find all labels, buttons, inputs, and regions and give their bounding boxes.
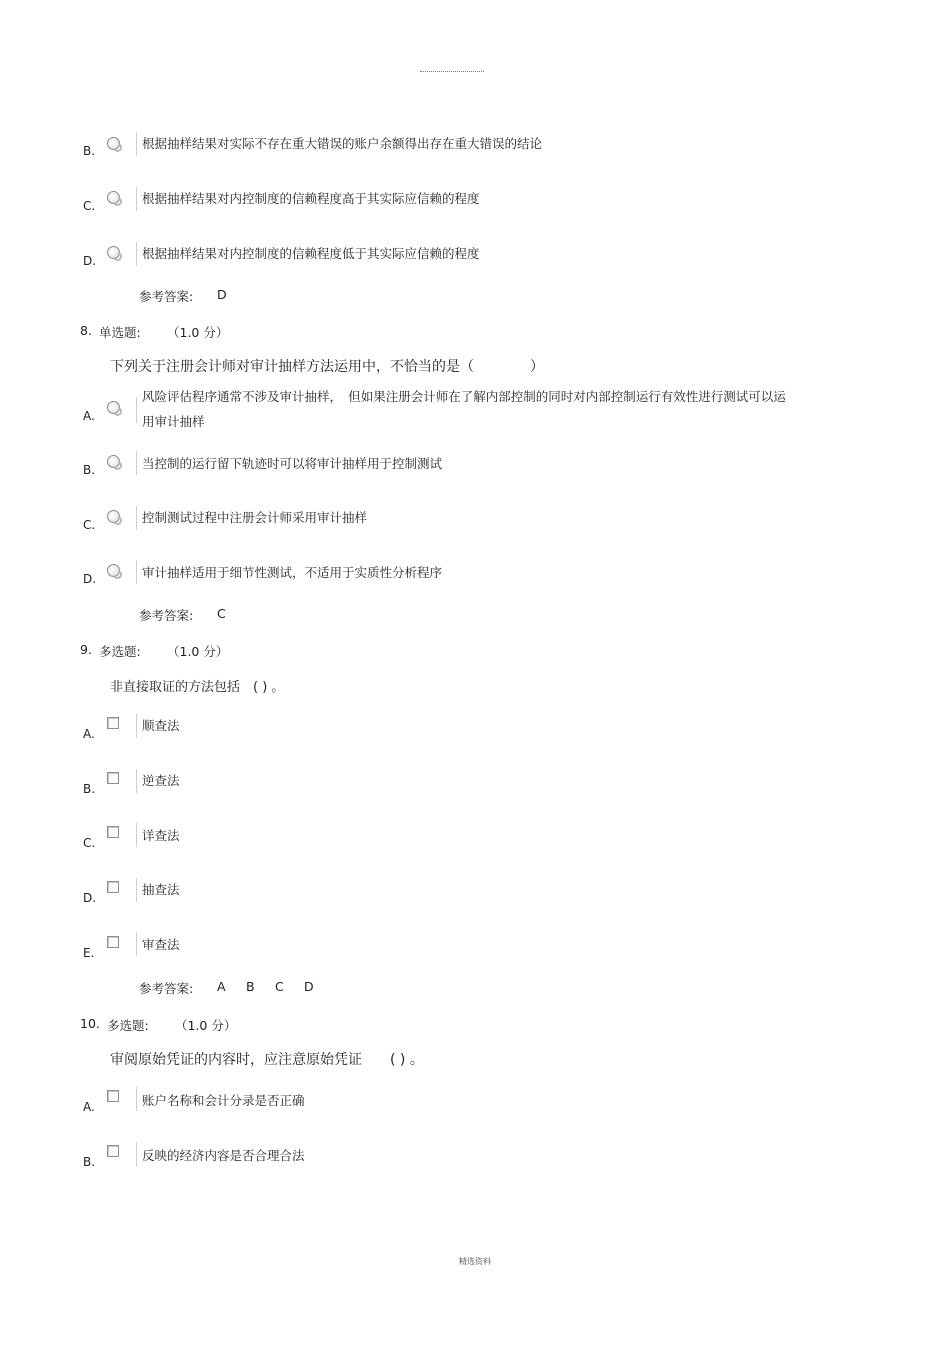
- answer-value: D: [304, 979, 314, 994]
- question-number: 10.: [80, 1016, 100, 1031]
- option-divider: [136, 1142, 137, 1166]
- header-dotted-rule: [420, 71, 484, 72]
- question-type: 多选题:: [99, 644, 141, 659]
- radio-button[interactable]: [107, 137, 120, 150]
- option-text: 当控制的运行留下轨迹时可以将审计抽样用于控制测试: [142, 456, 443, 471]
- checkbox[interactable]: [107, 881, 119, 893]
- question-number: 8.: [80, 323, 92, 338]
- option-divider: [136, 132, 137, 156]
- option-letter: A.: [83, 727, 95, 741]
- checkbox[interactable]: [107, 826, 119, 838]
- option-letter: B.: [83, 144, 96, 158]
- answer-value: C: [217, 606, 226, 621]
- checkbox[interactable]: [107, 936, 119, 948]
- option-letter: A.: [83, 1100, 95, 1114]
- checkbox[interactable]: [107, 1145, 119, 1157]
- option-text: 根据抽样结果对内控制度的信赖程度低于其实际应信赖的程度: [142, 246, 480, 261]
- radio-button[interactable]: [107, 564, 120, 577]
- option-divider: [136, 878, 137, 902]
- radio-button[interactable]: [107, 401, 120, 414]
- question-score: （1.0 分）: [175, 1018, 237, 1033]
- checkbox[interactable]: [107, 772, 119, 784]
- option-text: 审查法: [142, 937, 180, 952]
- option-divider: [136, 451, 137, 475]
- option-letter: C.: [83, 518, 96, 532]
- question-stem: 下列关于注册会计师对审计抽样方法运用中，不恰当的是（ ）: [110, 359, 544, 375]
- option-divider: [136, 506, 137, 530]
- option-divider: [136, 242, 137, 266]
- option-letter: C.: [83, 199, 96, 213]
- radio-button[interactable]: [107, 191, 120, 204]
- option-text: 详查法: [142, 828, 180, 843]
- option-divider: [136, 397, 137, 423]
- question-score: （1.0 分）: [167, 325, 229, 340]
- option-letter: A.: [83, 409, 95, 423]
- answer-value: A: [217, 979, 226, 994]
- answer-label: 参考答案:: [139, 981, 194, 996]
- answer-label: 参考答案:: [139, 608, 194, 623]
- radio-button[interactable]: [107, 455, 120, 468]
- question-type: 单选题:: [99, 325, 141, 340]
- option-divider: [136, 187, 137, 211]
- answer-value: B: [246, 979, 255, 994]
- option-text: 反映的经济内容是否合理合法: [142, 1148, 305, 1163]
- option-letter: D.: [83, 254, 97, 268]
- option-text: 根据抽样结果对实际不存在重大错误的账户余额得出存在重大错误的结论: [142, 136, 543, 151]
- radio-button[interactable]: [107, 510, 120, 523]
- option-letter: B.: [83, 1155, 96, 1169]
- option-text: 控制测试过程中注册会计师采用审计抽样: [142, 510, 368, 525]
- option-letter: D.: [83, 572, 97, 586]
- question-stem: 审阅原始凭证的内容时，应注意原始凭证 ( ) 。: [110, 1052, 424, 1068]
- option-text-continued: 用审计抽样: [142, 414, 205, 429]
- answer-value: C: [275, 979, 284, 994]
- checkbox[interactable]: [107, 717, 119, 729]
- radio-button[interactable]: [107, 246, 120, 259]
- option-letter: E.: [83, 946, 95, 960]
- option-letter: C.: [83, 836, 96, 850]
- option-text: 账户名称和会计分录是否正确: [142, 1093, 305, 1108]
- option-letter: B.: [83, 463, 96, 477]
- answer-label: 参考答案:: [139, 289, 194, 304]
- option-divider: [136, 769, 137, 793]
- question-type: 多选题:: [107, 1018, 149, 1033]
- option-divider: [136, 1087, 137, 1111]
- question-number: 9.: [80, 642, 92, 657]
- answer-value: D: [217, 287, 227, 302]
- option-text: 抽查法: [142, 882, 180, 897]
- option-divider: [136, 560, 137, 584]
- footer-text: 精选资料: [459, 1257, 491, 1266]
- option-letter: B.: [83, 782, 96, 796]
- option-text: 逆查法: [142, 773, 180, 788]
- question-score: （1.0 分）: [167, 644, 229, 659]
- option-text: 审计抽样适用于细节性测试，不适用于实质性分析程序: [142, 565, 443, 580]
- checkbox[interactable]: [107, 1090, 119, 1102]
- question-stem: 非直接取证的方法包括 ( ) 。: [110, 680, 285, 695]
- option-text: 风险评估程序通常不涉及审计抽样， 但如果注册会计师在了解内部控制的同时对内部控制运行有效性进行测试可以运: [142, 389, 786, 404]
- option-text: 顺查法: [142, 718, 180, 733]
- option-divider: [136, 823, 137, 847]
- option-divider: [136, 714, 137, 738]
- option-text: 根据抽样结果对内控制度的信赖程度高于其实际应信赖的程度: [142, 191, 480, 206]
- option-letter: D.: [83, 891, 97, 905]
- option-divider: [136, 932, 137, 956]
